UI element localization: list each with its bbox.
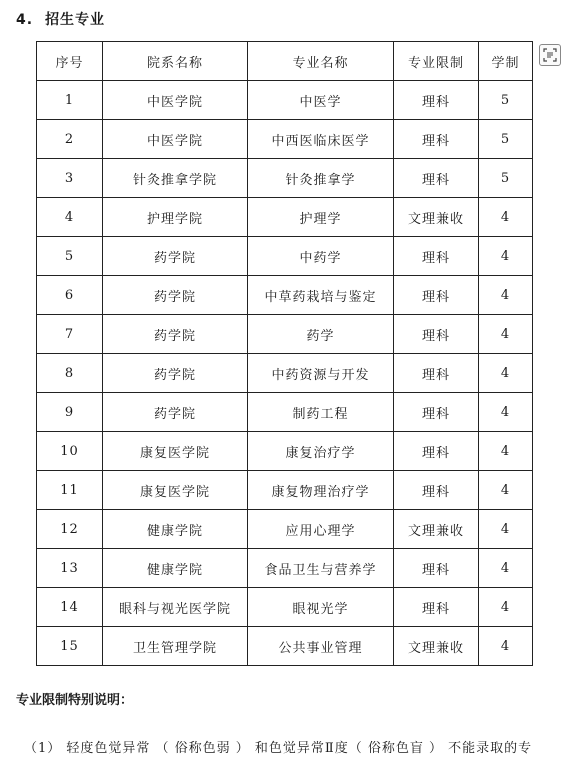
cell-index: 1 (37, 81, 103, 120)
cell-department: 卫生管理学院 (103, 627, 248, 666)
cell-restriction: 理科 (394, 588, 479, 627)
cell-restriction: 文理兼收 (394, 510, 479, 549)
cell-restriction: 理科 (394, 471, 479, 510)
header-major: 专业名称 (248, 42, 394, 81)
cell-index: 12 (37, 510, 103, 549)
cell-department: 药学院 (103, 393, 248, 432)
cell-duration: 4 (479, 237, 533, 276)
cell-restriction: 理科 (394, 120, 479, 159)
cell-major: 中药资源与开发 (248, 354, 394, 393)
cell-index: 10 (37, 432, 103, 471)
cell-major: 眼视光学 (248, 588, 394, 627)
table-row (37, 471, 533, 510)
cell-duration: 4 (479, 549, 533, 588)
section-number: 4. (16, 12, 34, 28)
cell-major: 针灸推拿学 (248, 159, 394, 198)
header-restriction: 专业限制 (394, 42, 479, 81)
table-row (37, 315, 533, 354)
cell-index: 2 (37, 120, 103, 159)
cell-department: 药学院 (103, 237, 248, 276)
cell-department: 药学院 (103, 276, 248, 315)
cell-index: 9 (37, 393, 103, 432)
header-index: 序号 (37, 42, 103, 81)
cell-index: 14 (37, 588, 103, 627)
cell-duration: 5 (479, 120, 533, 159)
cell-department: 中医学院 (103, 120, 248, 159)
notes-title: 专业限制特别说明： (16, 693, 134, 708)
cell-index: 5 (37, 237, 103, 276)
table-row (37, 198, 533, 237)
cell-index: 8 (37, 354, 103, 393)
cell-department: 健康学院 (103, 510, 248, 549)
cell-restriction: 理科 (394, 81, 479, 120)
scan-text-icon-glyph (543, 48, 557, 62)
cell-index: 3 (37, 159, 103, 198)
scan-text-icon[interactable] (539, 44, 561, 66)
cell-restriction: 理科 (394, 393, 479, 432)
cell-restriction: 文理兼收 (394, 627, 479, 666)
section-title: 招生专业 (45, 12, 106, 28)
table-row (37, 588, 533, 627)
cell-duration: 4 (479, 627, 533, 666)
section-heading (16, 9, 105, 29)
cell-department: 康复医学院 (103, 432, 248, 471)
cell-duration: 5 (479, 81, 533, 120)
table-row (37, 432, 533, 471)
cell-major: 应用心理学 (248, 510, 394, 549)
table-row (37, 510, 533, 549)
cell-major: 药学 (248, 315, 394, 354)
cell-duration: 4 (479, 276, 533, 315)
cell-major: 制药工程 (248, 393, 394, 432)
cell-restriction: 理科 (394, 276, 479, 315)
cell-department: 药学院 (103, 354, 248, 393)
cell-duration: 4 (479, 354, 533, 393)
cell-restriction: 理科 (394, 354, 479, 393)
cell-duration: 4 (479, 588, 533, 627)
cell-department: 中医学院 (103, 81, 248, 120)
cell-duration: 4 (479, 510, 533, 549)
cell-restriction: 理科 (394, 237, 479, 276)
table-header-row (37, 42, 533, 81)
cell-major: 公共事业管理 (248, 627, 394, 666)
cell-restriction: 理科 (394, 159, 479, 198)
table-row (37, 159, 533, 198)
majors-table (36, 41, 533, 666)
cell-department: 药学院 (103, 315, 248, 354)
cell-department: 护理学院 (103, 198, 248, 237)
cell-index: 4 (37, 198, 103, 237)
cell-major: 中西医临床医学 (248, 120, 394, 159)
cell-major: 中医学 (248, 81, 394, 120)
table-row (37, 276, 533, 315)
table-row (37, 120, 533, 159)
table-row (37, 393, 533, 432)
cell-major: 食品卫生与营养学 (248, 549, 394, 588)
cell-index: 13 (37, 549, 103, 588)
cell-major: 康复治疗学 (248, 432, 394, 471)
table-row (37, 237, 533, 276)
cell-major: 中药学 (248, 237, 394, 276)
note-item: （1） 轻度色觉异常 （ 俗称色弱 ） 和色觉异常Ⅱ度（ 俗称色盲 ） 不能录取的专 (24, 741, 533, 756)
header-department: 院系名称 (103, 42, 248, 81)
cell-duration: 5 (479, 159, 533, 198)
table-row (37, 81, 533, 120)
table-body (37, 81, 533, 666)
header-duration: 学制 (479, 42, 533, 81)
table-row (37, 354, 533, 393)
cell-index: 7 (37, 315, 103, 354)
cell-duration: 4 (479, 471, 533, 510)
cell-major: 康复物理治疗学 (248, 471, 394, 510)
cell-department: 康复医学院 (103, 471, 248, 510)
cell-major: 中草药栽培与鉴定 (248, 276, 394, 315)
cell-index: 15 (37, 627, 103, 666)
cell-duration: 4 (479, 432, 533, 471)
table-row (37, 627, 533, 666)
table-row (37, 549, 533, 588)
cell-duration: 4 (479, 198, 533, 237)
cell-restriction: 理科 (394, 315, 479, 354)
cell-department: 健康学院 (103, 549, 248, 588)
cell-restriction: 理科 (394, 549, 479, 588)
cell-restriction: 理科 (394, 432, 479, 471)
cell-major: 护理学 (248, 198, 394, 237)
cell-index: 11 (37, 471, 103, 510)
cell-index: 6 (37, 276, 103, 315)
cell-duration: 4 (479, 393, 533, 432)
cell-restriction: 文理兼收 (394, 198, 479, 237)
cell-department: 针灸推拿学院 (103, 159, 248, 198)
cell-duration: 4 (479, 315, 533, 354)
cell-department: 眼科与视光医学院 (103, 588, 248, 627)
